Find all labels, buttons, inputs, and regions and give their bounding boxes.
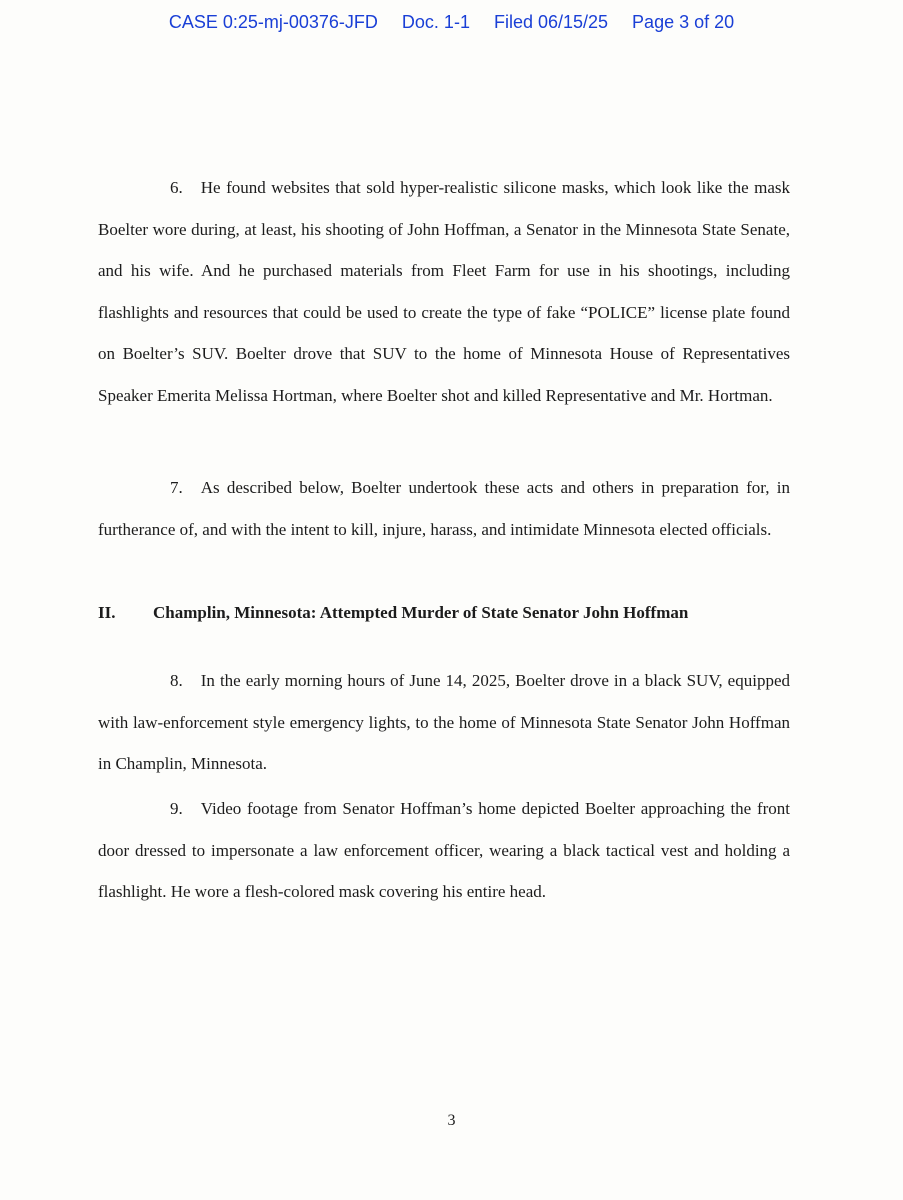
page-indicator: Page 3 of 20 (632, 12, 735, 32)
filing-header (0, 12, 903, 33)
paragraph-number: 7. (170, 478, 183, 497)
paragraph-text: Video footage from Senator Hoffman’s home depicted Boelter approaching the front door dressed to impersonate a law enforcement officer, wearing a black tactical vest and holding a flashlight. He wore a flesh-colored mask covering his entire head. (98, 799, 790, 901)
case-number: CASE 0:25-mj-00376-JFD (168, 12, 378, 32)
page-number: 3 (447, 1112, 456, 1129)
paragraph-9 (98, 788, 790, 913)
section-number: II. (98, 603, 116, 622)
section-heading (98, 601, 790, 625)
paragraph-8 (98, 660, 790, 785)
paragraph-text: He found websites that sold hyper-realistic silicone masks, which look like the mask Boelter wore during, at least, his shooting of John Hoffman, a Senator in the Minnesota State Senate, and his wife. And he purchased materials from Fleet Farm for use in his shootings, including flashlights and resources that could be used to create the type of fake “POLICE” license plate found on Boelter’s SUV. Boelter drove that SUV to the home of Minnesota House of Representatives Speaker Emerita Melissa Hortman, where Boelter shot and killed Representative and Mr. Hortman. (98, 178, 790, 405)
paragraph-text: As described below, Boelter undertook these acts and others in preparation for, in furtherance of, and with the intent to kill, injure, harass, and intimidate Minnesota elected officials. (98, 478, 790, 539)
paragraph-number: 8. (170, 671, 183, 690)
paragraph-7 (98, 467, 790, 550)
paragraph-6 (98, 167, 790, 416)
paragraph-text: In the early morning hours of June 14, 2025, Boelter drove in a black SUV, equipped with law-enforcement style emergency lights, to the home of Minnesota State Senator John Hoffman in Champlin, Minnesota. (98, 671, 790, 773)
paragraph-number: 9. (170, 799, 183, 818)
filed-date: Filed 06/15/25 (493, 12, 609, 32)
section-title: Champlin, Minnesota: Attempted Murder of State Senator John Hoffman (153, 603, 689, 622)
paragraph-number: 6. (170, 178, 183, 197)
document-number: Doc. 1-1 (401, 12, 470, 32)
